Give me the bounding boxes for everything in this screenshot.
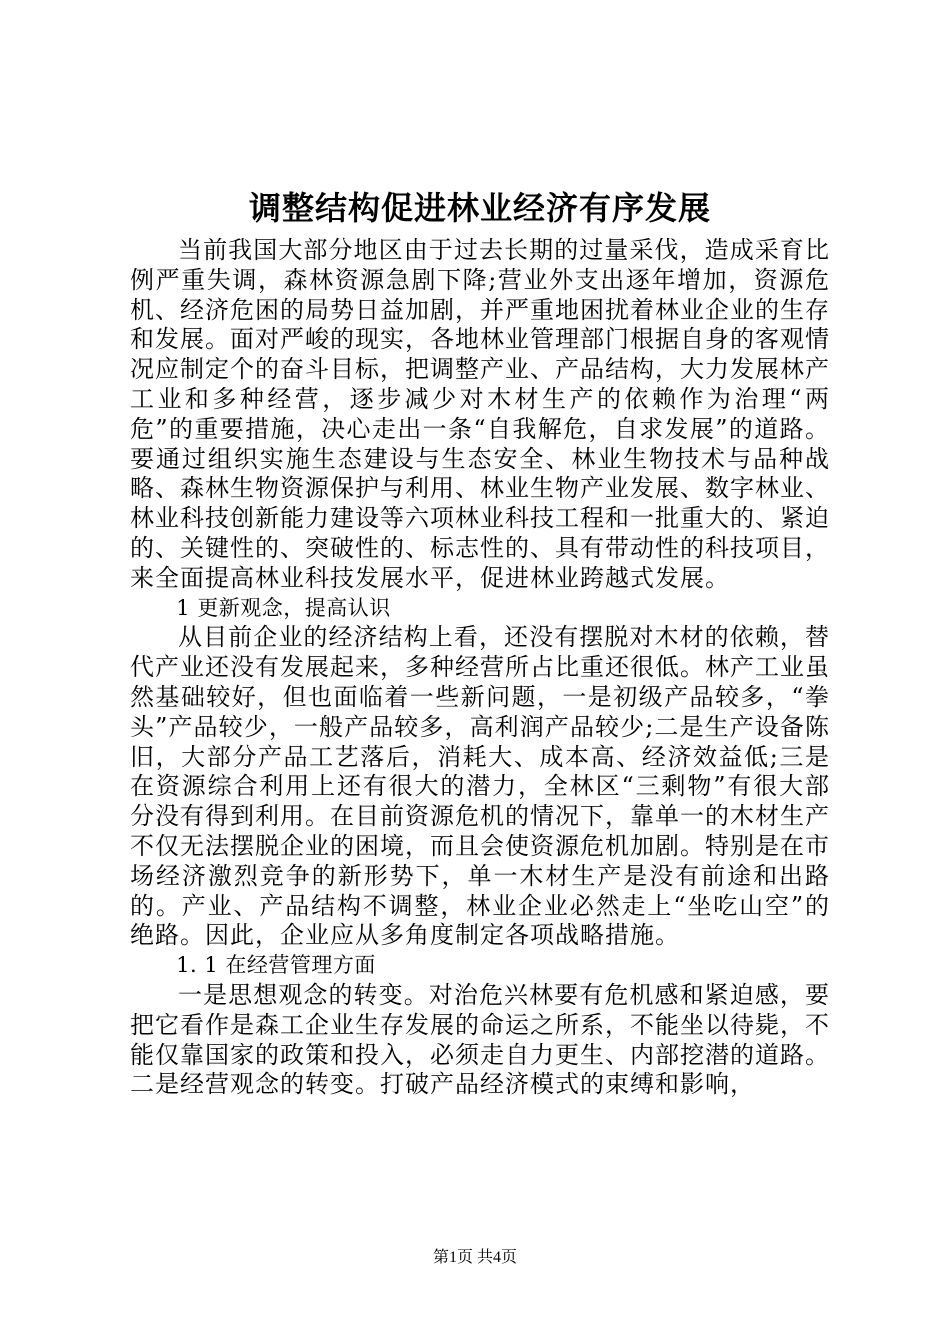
document-body	[130, 180, 830, 1100]
document-title: 调整结构促进林业经济有序发展	[248, 189, 711, 227]
page-number-footer: 第1页 共4页	[432, 1249, 517, 1266]
section-heading-1: 1 更新观念，提高认识	[176, 595, 391, 620]
paragraph-management: 一是思想观念的转变。对治危兴林要有危机感和紧迫感，要把它看作是森工企业生存发展的命运之所系，不能坐以待毙，不能仅靠国家的政策和投入，必须走自力更生、内部挖潜的道路。二是经营观念的转变。打破产品经济模式的束缚和影响，	[130, 980, 830, 1099]
section-heading-1-1: 1. 1 在经营管理方面	[176, 953, 376, 978]
paragraph-intro: 当前我国大部分地区由于过去长期的过量采伐，造成采育比例严重失调，森林资源急剧下降;营业外支出逐年增加，资源危机、经济危困的局势日益加剧，并严重地困扰着林业企业的生存和发展。面对严峻的现实，各地林业管理部门根据自身的客观情况应制定个的奋斗目标，把调整产业、产品结构，大力发展林产工业和多种经营，逐步减少对木材生产的依赖作为治理“两危”的重要措施，决心走出一条“自我解危，自求发展”的道路。要通过组织实施生态建设与生态安全、林业生物技术与品种战略、森林生物资源保护与利用、林业生物产业发展、数字林业、林业科技创新能力建设等六项林业科技工程和一批重大的、紧迫的、关键性的、突破性的、标志性的、具有带动性的科技项目，来全面提高林业科技发展水平，促进林业跨越式发展。	[130, 236, 830, 592]
paragraph-economic-structure: 从目前企业的经济结构上看，还没有摆脱对木材的依赖，替代产业还没有发展起来，多种经营所占比重还很低。林产工业虽然基础较好，但也面临着一些新问题，一是初级产品较多，“拳头”产品较少，一般产品较多，高利润产品较少;二是生产设备陈旧，大部分产品工艺落后，消耗大、成本高、经济效益低;三是在资源综合利用上还有很大的潜力，全林区“三剩物”有很大部分没有得到利用。在目前资源危机的情况下，靠单一的木材生产不仅无法摆脱企业的困境，而且会使资源危机加剧。特别是在市场经济激烈竞争的新形势下，单一木材生产是没有前途和出路的。产业、产品结构不调整，林业企业必然走上“坐吃山空”的绝路。因此，企业应从多角度制定各项战略措施。	[130, 623, 830, 950]
